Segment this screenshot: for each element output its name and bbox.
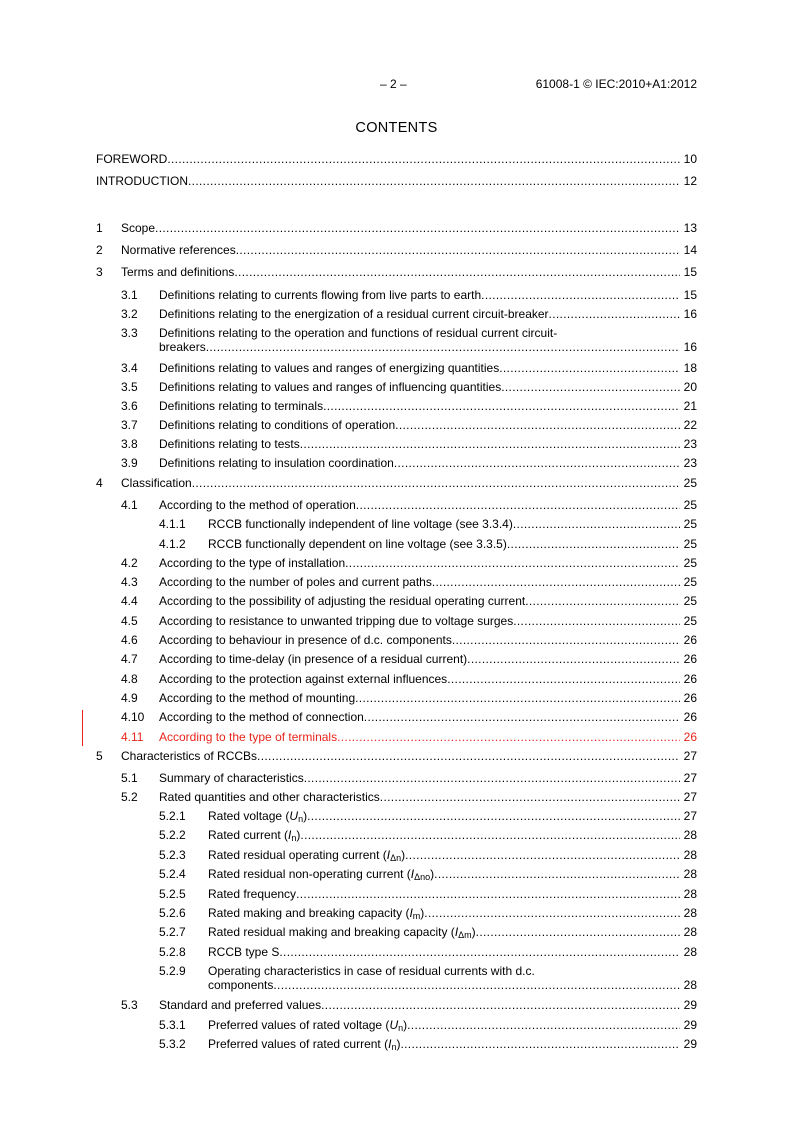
dot-leader (405, 848, 680, 862)
toc-entry-title: Summary of characteristics (159, 771, 304, 785)
toc-entry-number: 4.3 (121, 575, 138, 589)
toc-entry-page: 13 (683, 221, 697, 235)
dot-leader (300, 437, 680, 451)
toc-entry-title: According to the type of installation (159, 556, 346, 570)
toc-entry-number: 5.3 (121, 998, 138, 1012)
toc-entry-title: Standard and preferred values (159, 998, 322, 1012)
toc-entry-title-text: Rated residual operating current ( (208, 848, 387, 862)
dot-leader (206, 340, 680, 354)
quantity-subscript: n (398, 1023, 404, 1033)
toc-entry-number: 5.2 (121, 790, 138, 804)
toc-entry-page: 26 (683, 730, 697, 744)
toc-entry-title-tail: ) (430, 867, 435, 881)
quantity-symbol: I (288, 828, 292, 842)
dot-leader (192, 476, 680, 490)
dot-leader (400, 1037, 680, 1051)
toc-entry-number: 5.2.1 (159, 809, 186, 823)
toc-entry-number: 4.11 (121, 730, 144, 744)
toc-entry-page: 16 (683, 307, 697, 321)
dot-leader (296, 887, 680, 901)
quantity-symbol: U (389, 1018, 399, 1032)
toc-entry-page: 28 (683, 887, 697, 901)
toc-entry-page: 28 (683, 945, 697, 959)
dot-leader (356, 498, 680, 512)
toc-entry-page: 27 (683, 749, 697, 763)
toc-entry-title: Definitions relating to terminals (159, 399, 324, 413)
toc-entry-number: 5.2.9 (159, 964, 186, 978)
toc-entry-title: Definitions relating to values and ranges of influencing quantities (159, 380, 502, 394)
toc-entry-page: 10 (683, 152, 697, 166)
toc-entry-title: According to the type of terminals (159, 730, 338, 744)
toc-entry-title-continued: components (208, 978, 274, 992)
toc-entry-number: 5.3.2 (159, 1037, 186, 1051)
dot-leader (432, 575, 680, 589)
toc-entry-number: 2 (96, 243, 103, 257)
toc-entry-title: RCCB type S (208, 945, 280, 959)
dot-leader (234, 265, 680, 279)
toc-entry-title-text: Rated current ( (208, 828, 289, 842)
toc-entry-title: According to the protection against external influences (159, 672, 448, 686)
dot-leader (394, 456, 680, 470)
toc-entry-page: 28 (683, 978, 697, 992)
dot-leader (307, 809, 680, 823)
toc-entry-title-text: Preferred values of rated voltage ( (208, 1018, 390, 1032)
contents-title: CONTENTS (355, 120, 438, 136)
quantity-subscript: Δm (458, 930, 472, 940)
toc-entry-title (208, 1018, 407, 1035)
toc-entry-number: 5.2.4 (159, 867, 186, 881)
dot-leader (499, 361, 680, 375)
toc-entry-page: 20 (683, 380, 697, 394)
quantity-subscript: m (412, 911, 421, 921)
toc-entry-number: 4.1.2 (159, 537, 186, 551)
dot-leader (188, 174, 680, 188)
toc-entry-number: 4.6 (121, 633, 138, 647)
toc-entry-title-tail: ) (403, 1018, 408, 1032)
toc-entry-number: 3.4 (121, 361, 138, 375)
toc-entry-number: 4.1 (121, 498, 138, 512)
toc-entry-page: 22 (683, 418, 697, 432)
toc-entry-title (208, 867, 434, 884)
toc-entry-number: 3.5 (121, 380, 138, 394)
revision-change-bar (82, 710, 83, 746)
toc-entry-title: Definitions relating to currents flowing from live parts to earth (159, 288, 482, 302)
toc-entry-title: According to behaviour in presence of d.c. components (159, 633, 452, 647)
toc-entry-title: FOREWORD (96, 152, 168, 166)
dot-leader (434, 867, 680, 881)
quantity-subscript: n (391, 1042, 397, 1052)
quantity-symbol: I (386, 848, 391, 862)
toc-entry-title: According to resistance to unwanted tripping due to voltage surges (159, 614, 514, 628)
toc-entry-title-text: Rated residual non-operating current ( (208, 867, 411, 881)
toc-entry-number: 4.10 (121, 710, 145, 724)
toc-entry-number: 4.8 (121, 672, 138, 686)
toc-entry-title: Terms and definitions (121, 265, 235, 279)
toc-entry-page: 26 (683, 672, 697, 686)
toc-entry-title: Scope (121, 221, 156, 235)
toc-entry-title-tail: ) (303, 809, 308, 823)
dot-leader (424, 906, 680, 920)
toc-entry-number: 5.2.3 (159, 848, 186, 862)
dot-leader (273, 978, 680, 992)
toc-entry-number: 4.7 (121, 652, 138, 666)
toc-entry-page: 23 (683, 456, 697, 470)
toc-entry-title: Definitions relating to insulation coordination (159, 456, 394, 470)
toc-entry-number: 5.2.7 (159, 925, 186, 939)
toc-entry-title: Rated quantities and other characteristics (159, 790, 380, 804)
dot-leader (476, 925, 680, 939)
toc-entry-title-text: Rated residual making and breaking capacity ( (208, 925, 455, 939)
toc-entry-page: 18 (683, 361, 697, 375)
quantity-symbol: U (289, 809, 299, 823)
toc-entry-number: 4 (96, 476, 103, 490)
toc-entry-title: According to the method of operation (159, 498, 356, 512)
toc-entry-page: 29 (683, 998, 697, 1012)
toc-entry-number: 5.2.8 (159, 945, 186, 959)
toc-entry-title: Definitions relating to tests (159, 437, 300, 451)
toc-entry-title: Definitions relating to the operation and functions of residual current circuit- (159, 326, 558, 340)
dot-leader (345, 556, 680, 570)
dot-leader (481, 288, 680, 302)
dot-leader (407, 1018, 680, 1032)
toc-entry-page: 28 (683, 848, 697, 862)
toc-entry-number: 4.2 (121, 556, 138, 570)
toc-entry-title: According to the method of mounting (159, 691, 356, 705)
quantity-symbol: I (410, 867, 415, 881)
dot-leader (447, 672, 680, 686)
toc-entry-number: 5.2.5 (159, 887, 186, 901)
toc-entry-page: 26 (683, 652, 697, 666)
toc-entry-page: 16 (683, 340, 697, 354)
dot-leader (525, 594, 680, 608)
toc-entry-number: 3.2 (121, 307, 138, 321)
toc-entry-number: 3.9 (121, 456, 138, 470)
toc-entry-title: According to the possibility of adjusting the residual operating current (159, 594, 526, 608)
toc-entry-title-text: Rated making and breaking capacity ( (208, 906, 410, 920)
dot-leader (364, 710, 680, 724)
toc-entry-title-tail: ) (401, 848, 406, 862)
toc-entry-title: Classification (121, 476, 192, 490)
toc-entry-title: Normative references (121, 243, 236, 257)
toc-entry-title: Definitions relating to the energization of a residual current circuit-breaker (159, 307, 549, 321)
page-number: – 2 – (380, 77, 407, 91)
toc-entry-page: 25 (683, 476, 697, 490)
quantity-subscript: n (291, 833, 297, 843)
toc-entry-number: 4.1.1 (159, 517, 186, 531)
toc-entry-title (208, 828, 300, 845)
toc-entry-title (208, 925, 476, 942)
quantity-symbol: I (409, 906, 413, 920)
dot-leader (236, 243, 680, 257)
toc-entry-page: 26 (683, 633, 697, 647)
toc-entry-title (208, 809, 307, 826)
toc-entry-page: 28 (683, 925, 697, 939)
dot-leader (513, 614, 680, 628)
standard-reference: 61008-1 © IEC:2010+A1:2012 (535, 77, 697, 91)
dot-leader (279, 945, 680, 959)
toc-entry-page: 15 (683, 288, 697, 302)
quantity-subscript: n (298, 814, 304, 824)
toc-entry-page: 25 (683, 517, 697, 531)
toc-entry-title (208, 906, 424, 923)
toc-entry-title-tail: ) (471, 925, 476, 939)
toc-entry-title: Definitions relating to conditions of operation (159, 418, 396, 432)
toc-entry-title-tail: ) (296, 828, 301, 842)
toc-entry-title: Definitions relating to values and ranges of energizing quantities (159, 361, 500, 375)
toc-entry-page: 25 (683, 575, 697, 589)
toc-entry-number: 5.2.6 (159, 906, 186, 920)
toc-entry-page: 27 (683, 809, 697, 823)
toc-entry-title: INTRODUCTION (96, 174, 188, 188)
toc-entry-page: 25 (683, 556, 697, 570)
toc-entry-number: 3.8 (121, 437, 138, 451)
quantity-subscript: Δno (414, 872, 431, 882)
toc-entry-title: According to the number of poles and current paths (159, 575, 432, 589)
toc-entry-number: 5.3.1 (159, 1018, 186, 1032)
toc-entry-number: 3.6 (121, 399, 138, 413)
dot-leader (300, 828, 680, 842)
toc-entry-title-tail: ) (420, 906, 425, 920)
dot-leader (452, 633, 680, 647)
dot-leader (507, 537, 680, 551)
toc-entry-title (208, 1037, 400, 1054)
toc-entry-title-text: Preferred values of rated current ( (208, 1037, 389, 1051)
toc-entry-number: 4.9 (121, 691, 138, 705)
toc-entry-page: 27 (683, 771, 697, 785)
toc-entry-page: 25 (683, 614, 697, 628)
dot-leader (304, 771, 680, 785)
toc-entry-title: Rated frequency (208, 887, 297, 901)
toc-entry-title: RCCB functionally dependent on line voltage (see 3.3.5) (208, 537, 507, 551)
dot-leader (355, 691, 680, 705)
toc-entry-number: 1 (96, 221, 103, 235)
toc-entry-number: 5 (96, 749, 103, 763)
quantity-symbol: I (388, 1037, 392, 1051)
toc-entry-page: 15 (683, 265, 697, 279)
toc-entry-page: 28 (683, 906, 697, 920)
toc-entry-number: 3.3 (121, 326, 138, 340)
toc-entry-page: 27 (683, 790, 697, 804)
toc-entry-title (208, 848, 405, 865)
dot-leader (321, 998, 680, 1012)
dot-leader (513, 517, 680, 531)
toc-entry-title: According to the method of connection (159, 710, 364, 724)
dot-leader (380, 790, 680, 804)
dot-leader (323, 399, 680, 413)
toc-entry-title: RCCB functionally independent of line voltage (see 3.3.4) (208, 517, 513, 531)
toc-entry-page: 26 (683, 710, 697, 724)
toc-entry-title-tail: ) (396, 1037, 401, 1051)
toc-entry-page: 29 (683, 1037, 697, 1051)
dot-leader (167, 152, 680, 166)
toc-entry-page: 25 (683, 498, 697, 512)
dot-leader (501, 380, 680, 394)
toc-entry-number: 4.4 (121, 594, 138, 608)
toc-entry-page: 14 (683, 243, 697, 257)
toc-entry-title-text: Rated voltage ( (208, 809, 290, 823)
dot-leader (257, 749, 680, 763)
toc-entry-number: 3 (96, 265, 103, 279)
toc-entry-page: 28 (683, 867, 697, 881)
toc-entry-page: 21 (683, 399, 697, 413)
quantity-symbol: I (454, 925, 459, 939)
toc-entry-number: 5.1 (121, 771, 138, 785)
toc-entry-number: 4.5 (121, 614, 138, 628)
toc-entry-number: 5.2.2 (159, 828, 186, 842)
toc-entry-title: Characteristics of RCCBs (121, 749, 258, 763)
toc-entry-page: 12 (683, 174, 697, 188)
quantity-subscript: Δn (390, 853, 402, 863)
toc-entry-number: 3.7 (121, 418, 138, 432)
toc-entry-page: 29 (683, 1018, 697, 1032)
toc-entry-page: 26 (683, 691, 697, 705)
dot-leader (395, 418, 680, 432)
toc-entry-page: 28 (683, 828, 697, 842)
toc-entry-page: 25 (683, 537, 697, 551)
dot-leader (155, 221, 680, 235)
dot-leader (467, 652, 680, 666)
toc-entry-title: Operating characteristics in case of residual currents with d.c. (208, 964, 535, 978)
dot-leader (549, 307, 680, 321)
toc-entry-title-continued: breakers (159, 340, 206, 354)
toc-entry-title: According to time-delay (in presence of a residual current) (159, 652, 468, 666)
dot-leader (337, 730, 680, 744)
toc-entry-page: 23 (683, 437, 697, 451)
toc-entry-number: 3.1 (121, 288, 138, 302)
toc-entry-page: 25 (683, 594, 697, 608)
